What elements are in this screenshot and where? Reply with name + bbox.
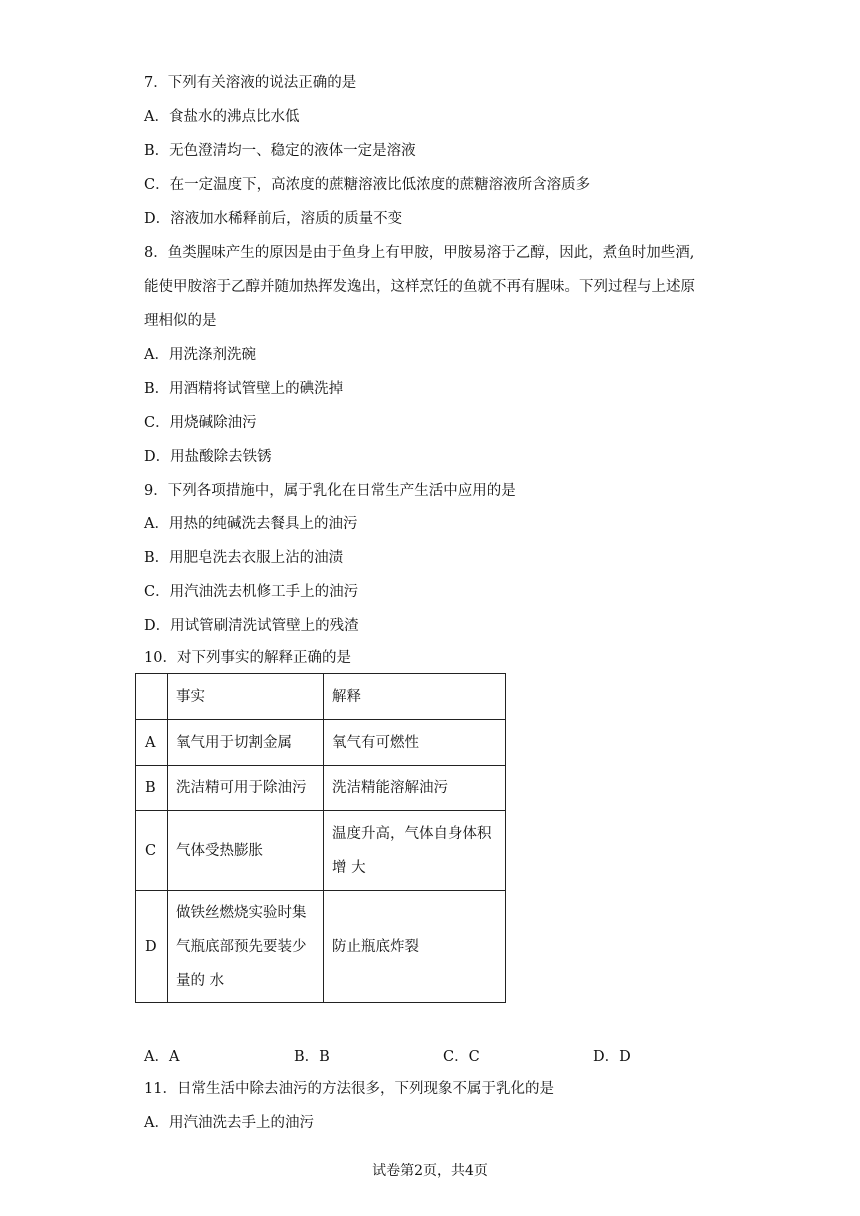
row-fact bbox=[167, 891, 323, 1003]
q10-stem: 10．对下列事实的解释正确的是 bbox=[144, 650, 351, 666]
row-explanation-line: 增 大 bbox=[332, 859, 366, 876]
q9-stem: 9．下列各项措施中，属于乳化在日常生产生活中应用的是 bbox=[144, 483, 516, 499]
q7-option-c: C．在一定温度下，高浓度的蔗糖溶液比低浓度的蔗糖溶液所含溶质多 bbox=[144, 177, 591, 193]
row-fact-line: 量的 水 bbox=[175, 972, 225, 989]
table-row bbox=[136, 891, 506, 1003]
row-fact: 气体受热膨胀 bbox=[167, 811, 323, 891]
q10-choice-c: C．C bbox=[443, 1049, 480, 1065]
q7-stem: 7．下列有关溶液的说法正确的是 bbox=[144, 75, 357, 91]
row-explanation-line: 温度升高，气体自身体积 bbox=[332, 825, 492, 842]
table-row bbox=[136, 811, 506, 891]
q10-choice-a: A．A bbox=[144, 1049, 180, 1065]
row-fact: 洗洁精可用于除油污 bbox=[167, 766, 323, 811]
row-key: A bbox=[136, 720, 168, 766]
row-fact-line: 气瓶底部预先要装少 bbox=[175, 938, 307, 955]
q9-option-b: B．用肥皂洗去衣服上沾的油渍 bbox=[144, 550, 344, 566]
row-fact-line: 做铁丝燃烧实验时集 bbox=[175, 904, 307, 921]
row-explanation bbox=[324, 811, 506, 891]
q9-option-c: C．用汽油洗去机修工手上的油污 bbox=[144, 584, 359, 600]
table-header-fact: 事实 bbox=[167, 674, 323, 720]
row-explanation: 防止瓶底炸裂 bbox=[324, 891, 506, 1003]
q7-option-b: B．无色澄清均一、稳定的液体一定是溶液 bbox=[144, 143, 416, 159]
row-explanation: 洗洁精能溶解油污 bbox=[324, 766, 506, 811]
q8-stem-line-2: 能使甲胺溶于乙醇并随加热挥发逸出，这样烹饪的鱼就不再有腥味。下列过程与上述原 bbox=[144, 279, 695, 295]
q10-facts-table bbox=[135, 673, 506, 1003]
table-row bbox=[136, 720, 506, 766]
q8-option-c: C．用烧碱除油污 bbox=[144, 415, 257, 431]
q8-option-b: B．用酒精将试管壁上的碘洗掉 bbox=[144, 381, 344, 397]
row-key: B bbox=[136, 766, 168, 811]
row-key: D bbox=[136, 891, 168, 1003]
q10-choices bbox=[144, 1045, 664, 1065]
q11-option-a: A．用汽油洗去手上的油污 bbox=[144, 1115, 314, 1131]
q9-option-a: A．用热的纯碱洗去餐具上的油污 bbox=[144, 516, 358, 532]
q8-stem-line-1: 8．鱼类腥味产生的原因是由于鱼身上有甲胺，甲胺易溶于乙醇，因此，煮鱼时加些酒, bbox=[144, 245, 695, 261]
q8-stem-line-3: 理相似的是 bbox=[144, 313, 217, 329]
q7-option-d: D．溶液加水稀释前后，溶质的质量不变 bbox=[144, 211, 403, 227]
table-header-explanation: 解释 bbox=[324, 674, 506, 720]
row-key: C bbox=[136, 811, 168, 891]
table-header-row bbox=[136, 674, 506, 720]
q9-option-d: D．用试管刷清洗试管壁上的残渣 bbox=[144, 618, 359, 634]
table-row bbox=[136, 766, 506, 811]
table-header-blank bbox=[136, 674, 168, 720]
q7-option-a: A．食盐水的沸点比水低 bbox=[144, 109, 300, 125]
q8-option-d: D．用盐酸除去铁锈 bbox=[144, 449, 272, 465]
q10-choice-d: D．D bbox=[593, 1049, 631, 1065]
row-explanation: 氧气有可燃性 bbox=[324, 720, 506, 766]
q8-option-a: A．用洗涤剂洗碗 bbox=[144, 347, 256, 363]
q11-stem: 11．日常生活中除去油污的方法很多，下列现象不属于乳化的是 bbox=[144, 1081, 554, 1097]
page-footer: 试卷第2页，共4页 bbox=[372, 1163, 488, 1179]
q10-choice-b: B．B bbox=[294, 1049, 330, 1065]
row-fact: 氧气用于切割金属 bbox=[167, 720, 323, 766]
